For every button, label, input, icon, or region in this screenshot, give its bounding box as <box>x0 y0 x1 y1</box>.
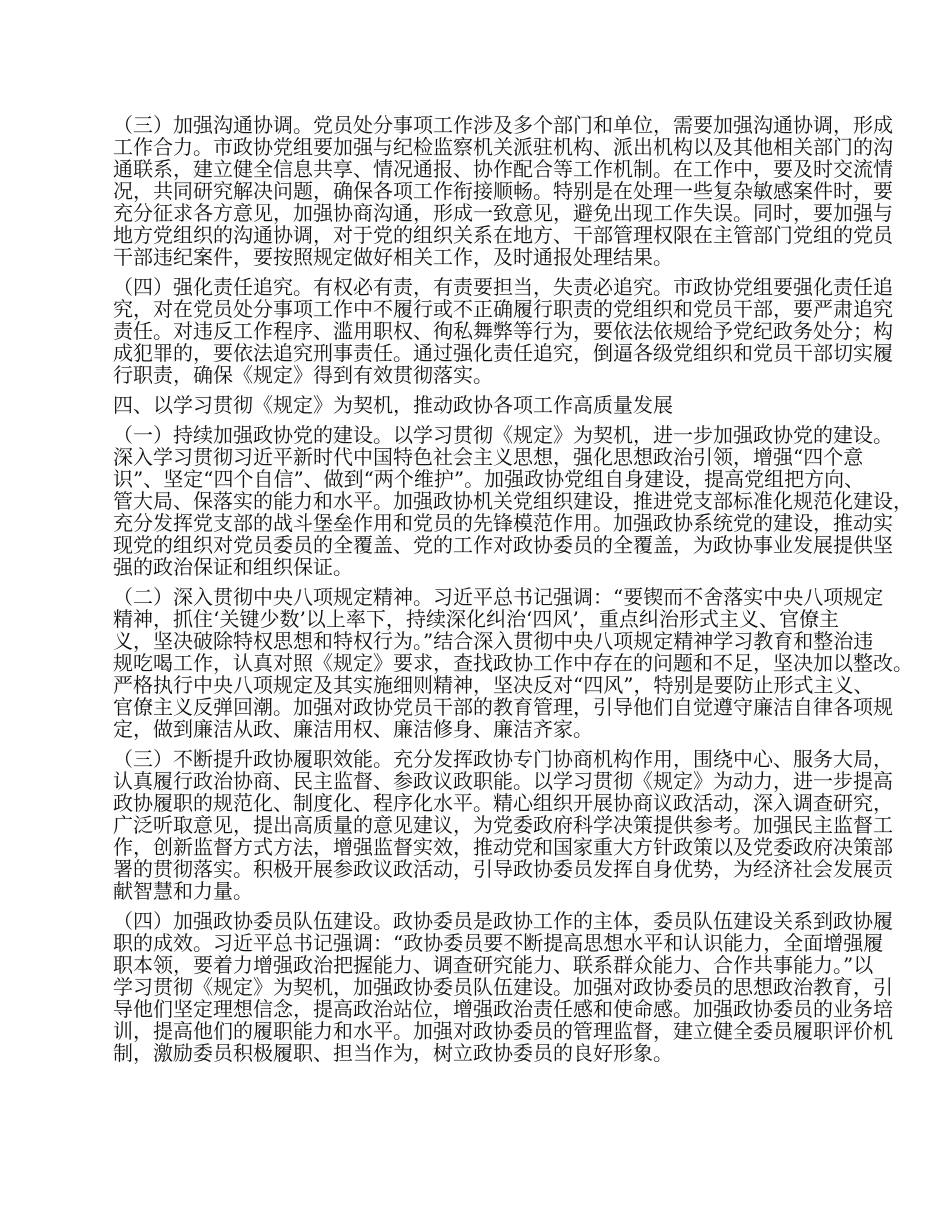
text-line: 充分征求各方意见，加强协商沟通，形成一致意见，避免出现工作失误。同时，要加强与 <box>113 201 893 225</box>
section-heading <box>113 394 839 416</box>
text-line: （一）持续加强政协党的建设。以学习贯彻《规定》为契机，进一步加强政协党的建设。 <box>113 423 893 447</box>
text-line: 识”、坚定“四个自信”、做到“两个维护”。加强政协党组自身建设，提高党组把方向、 <box>113 467 865 491</box>
text-line: 责任。对违反工作程序、滥用职权、徇私舞弊等行为，要依法依规给予党纪政务处分；构 <box>113 319 893 343</box>
text-line: 精神，抓住‘关键少数’以上率下，持续深化纠治‘四风’，重点纠治形式主义、官僚主 <box>113 607 839 631</box>
text-line: 署的贯彻落实。积极开展参政议政活动，引导政协委员发挥自身优势，为经济社会发展贡 <box>113 857 893 881</box>
text-line: 献智慧和力量。 <box>113 879 253 903</box>
text-line: （二）深入贯彻中央八项规定精神。习近平总书记强调：“要锲而不舍落实中央八项规定 <box>113 585 884 609</box>
text-line: 深入学习贯彻习近平新时代中国特色社会主义思想，强化思想政治引领，增强“四个意 <box>113 445 864 469</box>
text-line: 成犯罪的，要依法追究刑事责任。通过强化责任追究，倒逼各级党组织和党员干部切实履 <box>113 341 893 365</box>
text-line: 究，对在党员处分事项工作中不履行或不正确履行职责的党组织和党员干部，要严肃追究 <box>113 297 893 321</box>
text-line: 职的成效。习近平总书记强调：“政协委员要不断提高思想水平和认识能力，全面增强履 <box>113 931 884 955</box>
text-line: 政协履职的规范化、制度化、程序化水平。精心组织开展协商议政活动，深入调查研究， <box>113 791 893 815</box>
text-line: 现党的组织对党员委员的全覆盖、党的工作对政协委员的全覆盖，为政协事业发展提供坚 <box>113 533 893 557</box>
text-line: 训，提高他们的履职能力和水平。加强对政协委员的管理监督，建立健全委员履职评价机 <box>113 1019 893 1043</box>
text-line: 学习贯彻《规定》为契机，加强政协委员队伍建设。加强对政协委员的思想政治教育，引 <box>113 975 893 999</box>
text-line: 广泛听取意见，提出高质量的意见建议，为党委政府科学决策提供参考。加强民主监督工 <box>113 813 893 837</box>
text-line: 作，创新监督方式方法，增强监督实效，推动党和国家重大方针政策以及党委政府决策部 <box>113 835 893 859</box>
document-page <box>113 113 913 1072</box>
text-line: 工作合力。市政协党组要加强与纪检监察机关派驻机构、派出机构以及其他相关部门的沟 <box>113 135 893 159</box>
text-line: 职本领，要着力增强政治把握能力、调查研究能力、联系群众能力、合作共事能力。”以 <box>113 953 874 977</box>
paragraph <box>113 113 893 269</box>
paragraph <box>113 423 913 579</box>
text-line: （四）加强政协委员队伍建设。政协委员是政协工作的主体，委员队伍建设关系到政协履 <box>113 909 893 933</box>
text-line: 认真履行政治协商、民主监督、参政议政职能。以学习贯彻《规定》为动力，进一步提高 <box>113 769 893 793</box>
paragraph <box>113 747 893 903</box>
text-line: 制，激励委员积极履职、担当作为，树立政协委员的良好形象。 <box>113 1041 673 1065</box>
text-line: 地方党组织的沟通协调，对于党的组织关系在地方、干部管理权限在主管部门党组的党员 <box>113 223 893 247</box>
text-line: 强的政治保证和组织保证。 <box>113 555 353 579</box>
text-line: 行职责，确保《规定》得到有效贯彻落实。 <box>113 363 493 387</box>
text-line: 况，共同研究解决问题，确保各项工作衔接顺畅。特别是在处理一些复杂敏感案件时，要 <box>113 179 893 203</box>
paragraph <box>113 275 893 387</box>
text-line: 干部违纪案件，要按照规定做好相关工作，及时通报处理结果。 <box>113 245 673 269</box>
text-line: 导他们坚定理想信念，提高政治站位，增强政治责任感和使命感。加强政协委员的业务培 <box>113 997 893 1021</box>
text-line: 管大局、保落实的能力和水平。加强政协机关党组织建设，推进党支部标准化规范化建设， <box>113 489 913 513</box>
text-line: （四）强化责任追究。有权必有责，有责要担当，失责必追究。市政协党组要强化责任追 <box>113 275 893 299</box>
paragraph <box>113 909 893 1065</box>
text-line: 规吃喝工作，认真对照《规定》要求，查找政协工作中存在的问题和不足，坚决加以整改。 <box>113 651 913 675</box>
text-line: （三）加强沟通协调。党员处分事项工作涉及多个部门和单位，需要加强沟通协调，形成 <box>113 113 893 137</box>
text-line: 四、以学习贯彻《规定》为契机，推动政协各项工作高质量发展 <box>113 393 673 417</box>
text-line: 通联系，建立健全信息共享、情况通报、协作配合等工作机制。在工作中，要及时交流情 <box>113 157 893 181</box>
text-line: 充分发挥党支部的战斗堡垒作用和党员的先锋模范作用。加强政协系统党的建设，推动实 <box>113 511 893 535</box>
paragraph <box>113 585 913 741</box>
text-line: 官僚主义反弹回潮。加强对政协党员干部的教育管理，引导他们自觉遵守廉洁自律各项规 <box>113 695 893 719</box>
text-line: （三）不断提升政协履职效能。充分发挥政协专门协商机构作用，围绕中心、服务大局， <box>113 747 893 771</box>
text-line: 定，做到廉洁从政、廉洁用权、廉洁修身、廉洁齐家。 <box>113 717 593 741</box>
text-line: 严格执行中央八项规定及其实施细则精神，坚决反对“四风”，特别是要防止形式主义、 <box>113 673 874 697</box>
text-line: 义，坚决破除特权思想和特权行为。”结合深入贯彻中央八项规定精神学习教育和整治违 <box>113 629 874 653</box>
